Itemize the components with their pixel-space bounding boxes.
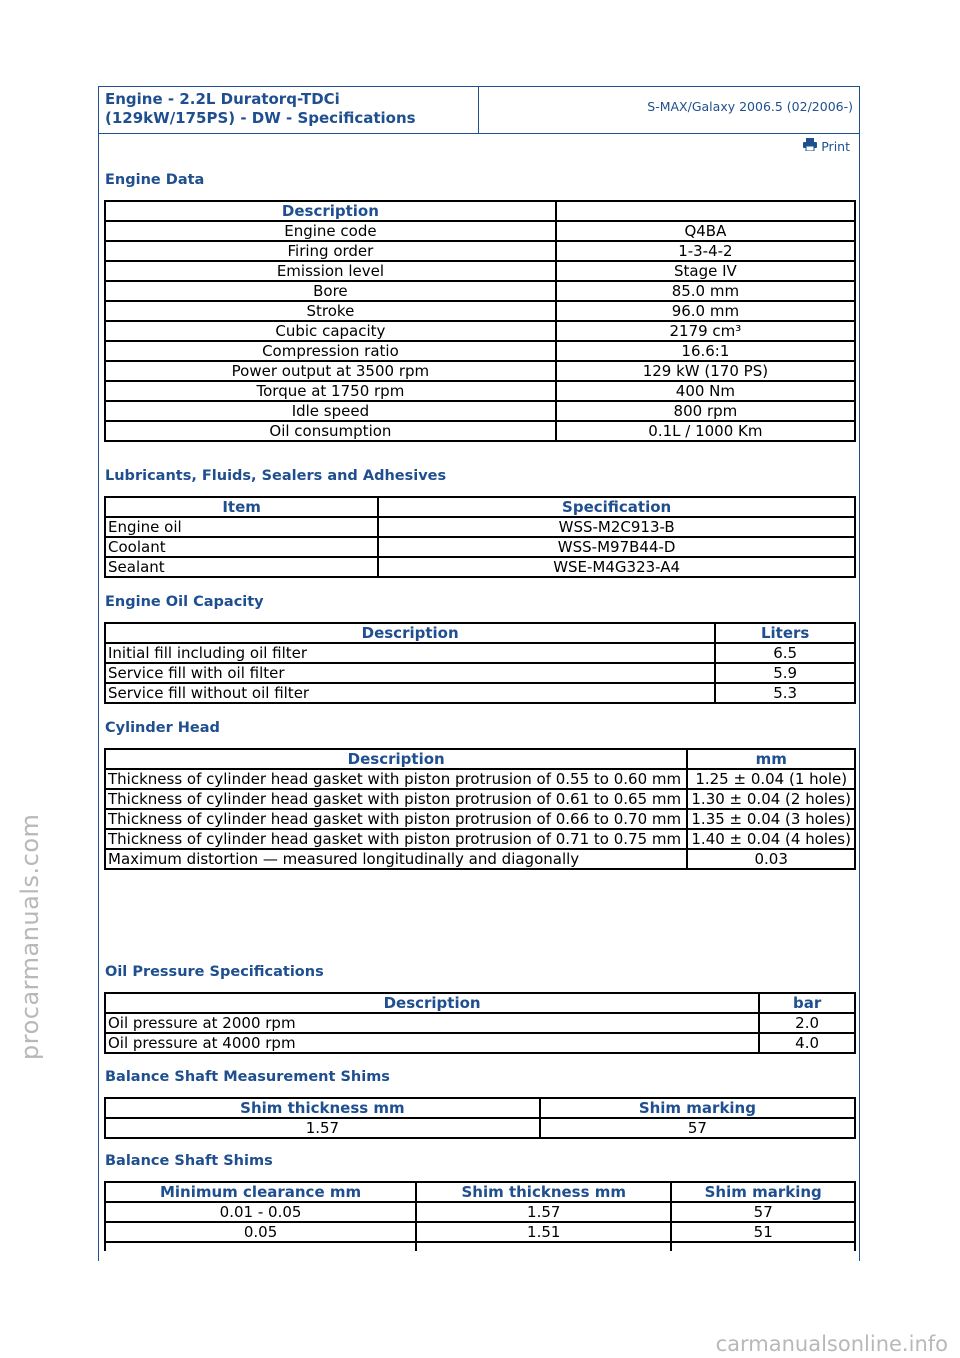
print-button[interactable] bbox=[803, 138, 850, 154]
table-row bbox=[105, 301, 855, 321]
table-cell: Engine code bbox=[105, 221, 556, 241]
table-row bbox=[105, 401, 855, 421]
table-cell: Initial fill including oil filter bbox=[105, 643, 715, 663]
table-cell: Oil consumption bbox=[105, 421, 556, 441]
table-row bbox=[105, 1202, 855, 1222]
table-cell: 129 kW (170 PS) bbox=[556, 361, 855, 381]
table-cell: 4.0 bbox=[759, 1033, 855, 1053]
table-cell: 1-3-4-2 bbox=[556, 241, 855, 261]
table-cell: Oil pressure at 4000 rpm bbox=[105, 1033, 759, 1053]
table-cell: 0.1L / 1000 Km bbox=[556, 421, 855, 441]
column-header: Description bbox=[105, 623, 715, 643]
table-row bbox=[105, 1013, 855, 1033]
table-header-row bbox=[105, 749, 855, 769]
column-header: Shim marking bbox=[540, 1098, 855, 1118]
watermark-bottom: carmanualsonline.info bbox=[715, 1332, 948, 1356]
page-title bbox=[99, 87, 479, 133]
table-header-row bbox=[105, 623, 855, 643]
table-row bbox=[105, 281, 855, 301]
oil-pressure-heading: Oil Pressure Specifications bbox=[105, 964, 324, 980]
table-cell: 0.03 bbox=[687, 849, 855, 869]
table-row bbox=[105, 809, 855, 829]
table-cell: 16.6:1 bbox=[556, 341, 855, 361]
table-cell: Emission level bbox=[105, 261, 556, 281]
table-cell: Engine oil bbox=[105, 517, 378, 537]
table-cell: Sealant bbox=[105, 557, 378, 577]
table-cell: 0.05 bbox=[105, 1222, 416, 1242]
table-cell: 2.0 bbox=[759, 1013, 855, 1033]
column-header: Shim marking bbox=[671, 1182, 855, 1202]
title-line-1: Engine - 2.2L Duratorq-TDCi bbox=[105, 90, 340, 108]
lubricants-heading: Lubricants, Fluids, Sealers and Adhesives bbox=[105, 468, 447, 484]
table-cell: 1.51 bbox=[416, 1222, 671, 1242]
table-row bbox=[105, 643, 855, 663]
table-row bbox=[105, 341, 855, 361]
lubricants-table bbox=[104, 496, 856, 578]
cylinder-head-heading: Cylinder Head bbox=[105, 720, 220, 736]
table-cell: 1.30 ± 0.04 (2 holes) bbox=[687, 789, 855, 809]
table-cell: Stage IV bbox=[556, 261, 855, 281]
table-cell: Power output at 3500 rpm bbox=[105, 361, 556, 381]
table-cell: WSE-M4G323-A4 bbox=[378, 557, 855, 577]
table-row bbox=[105, 517, 855, 537]
column-header: Shim thickness mm bbox=[105, 1098, 540, 1118]
table-cell: Thickness of cylinder head gasket with piston protrusion of 0.55 to 0.60 mm bbox=[105, 769, 687, 789]
table-cell: 85.0 mm bbox=[556, 281, 855, 301]
table-cell: Thickness of cylinder head gasket with piston protrusion of 0.61 to 0.65 mm bbox=[105, 789, 687, 809]
column-header: Description bbox=[105, 993, 759, 1013]
table-cell: Q4BA bbox=[556, 221, 855, 241]
table-row bbox=[105, 849, 855, 869]
column-header-empty bbox=[556, 201, 855, 221]
print-label: Print bbox=[821, 138, 850, 154]
balance-measurement-table bbox=[104, 1097, 856, 1139]
table-cell: 5.9 bbox=[715, 663, 855, 683]
table-cell: Thickness of cylinder head gasket with piston protrusion of 0.71 to 0.75 mm bbox=[105, 829, 687, 849]
table-cell: 51 bbox=[671, 1222, 855, 1242]
table-cell: WSS-M2C913-B bbox=[378, 517, 855, 537]
table-header-row bbox=[105, 497, 855, 517]
table-cell: 6.5 bbox=[715, 643, 855, 663]
table-cell: Idle speed bbox=[105, 401, 556, 421]
table-row bbox=[105, 769, 855, 789]
column-header: Shim thickness mm bbox=[416, 1182, 671, 1202]
cylinder-head-table bbox=[104, 748, 856, 870]
table-cell: 5.3 bbox=[715, 683, 855, 703]
engine-data-heading: Engine Data bbox=[105, 172, 205, 188]
table-cell: 1.25 ± 0.04 (1 hole) bbox=[687, 769, 855, 789]
table-cell: Stroke bbox=[105, 301, 556, 321]
table-row bbox=[105, 381, 855, 401]
table-cell: Thickness of cylinder head gasket with piston protrusion of 0.66 to 0.70 mm bbox=[105, 809, 687, 829]
table-cell: Service fill with oil filter bbox=[105, 663, 715, 683]
table-row bbox=[105, 241, 855, 261]
table-header-row bbox=[105, 1098, 855, 1118]
table-row bbox=[105, 421, 855, 441]
table-row bbox=[105, 537, 855, 557]
table-row bbox=[105, 663, 855, 683]
table-cell: Torque at 1750 rpm bbox=[105, 381, 556, 401]
table-row-cutoff bbox=[105, 1242, 855, 1251]
table-row bbox=[105, 1222, 855, 1242]
watermark-left: procarmanuals.com bbox=[16, 813, 44, 1060]
table-row bbox=[105, 221, 855, 241]
table-row bbox=[105, 829, 855, 849]
table-cell: Oil pressure at 2000 rpm bbox=[105, 1013, 759, 1033]
table-cell: Coolant bbox=[105, 537, 378, 557]
table-cell: Maximum distortion — measured longitudinally and diagonally bbox=[105, 849, 687, 869]
table-cell: WSS-M97B44-D bbox=[378, 537, 855, 557]
table-cell: 0.01 - 0.05 bbox=[105, 1202, 416, 1222]
table-header-row bbox=[105, 993, 855, 1013]
table-cell: Cubic capacity bbox=[105, 321, 556, 341]
page-header bbox=[98, 86, 860, 134]
table-cell: 1.57 bbox=[105, 1118, 540, 1138]
table-cell: Firing order bbox=[105, 241, 556, 261]
table-row bbox=[105, 789, 855, 809]
column-header: mm bbox=[687, 749, 855, 769]
printer-icon bbox=[803, 138, 817, 154]
engine-data-table bbox=[104, 200, 856, 442]
oil-capacity-table bbox=[104, 622, 856, 704]
oil-capacity-heading: Engine Oil Capacity bbox=[105, 594, 264, 610]
column-header: Liters bbox=[715, 623, 855, 643]
table-cell: 57 bbox=[540, 1118, 855, 1138]
table-cell: 400 Nm bbox=[556, 381, 855, 401]
table-header-row bbox=[105, 201, 855, 221]
table-row bbox=[105, 261, 855, 281]
column-header: Description bbox=[105, 749, 687, 769]
column-header: Description bbox=[105, 201, 556, 221]
table-cell: 96.0 mm bbox=[556, 301, 855, 321]
column-header: Specification bbox=[378, 497, 855, 517]
model-label: S-MAX/Galaxy 2006.5 (02/2006-) bbox=[647, 99, 853, 114]
table-cell: Service fill without oil filter bbox=[105, 683, 715, 703]
table-cell: 1.35 ± 0.04 (3 holes) bbox=[687, 809, 855, 829]
table-cell: Compression ratio bbox=[105, 341, 556, 361]
table-cell: 800 rpm bbox=[556, 401, 855, 421]
table-header-row bbox=[105, 1182, 855, 1202]
table-row bbox=[105, 1118, 855, 1138]
column-header: bar bbox=[759, 993, 855, 1013]
table-cell: 1.40 ± 0.04 (4 holes) bbox=[687, 829, 855, 849]
oil-pressure-table bbox=[104, 992, 856, 1054]
table-cell: 2179 cm³ bbox=[556, 321, 855, 341]
table-cell: 1.57 bbox=[416, 1202, 671, 1222]
table-cell: Bore bbox=[105, 281, 556, 301]
table-row bbox=[105, 1033, 855, 1053]
table-row bbox=[105, 321, 855, 341]
table-row bbox=[105, 361, 855, 381]
column-header: Item bbox=[105, 497, 378, 517]
table-cell: 57 bbox=[671, 1202, 855, 1222]
balance-measurement-heading: Balance Shaft Measurement Shims bbox=[105, 1069, 390, 1085]
table-row bbox=[105, 683, 855, 703]
column-header: Minimum clearance mm bbox=[105, 1182, 416, 1202]
balance-shims-table bbox=[104, 1181, 856, 1251]
balance-shims-heading: Balance Shaft Shims bbox=[105, 1153, 273, 1169]
table-row bbox=[105, 557, 855, 577]
title-line-2: (129kW/175PS) - DW - Specifications bbox=[105, 109, 416, 127]
